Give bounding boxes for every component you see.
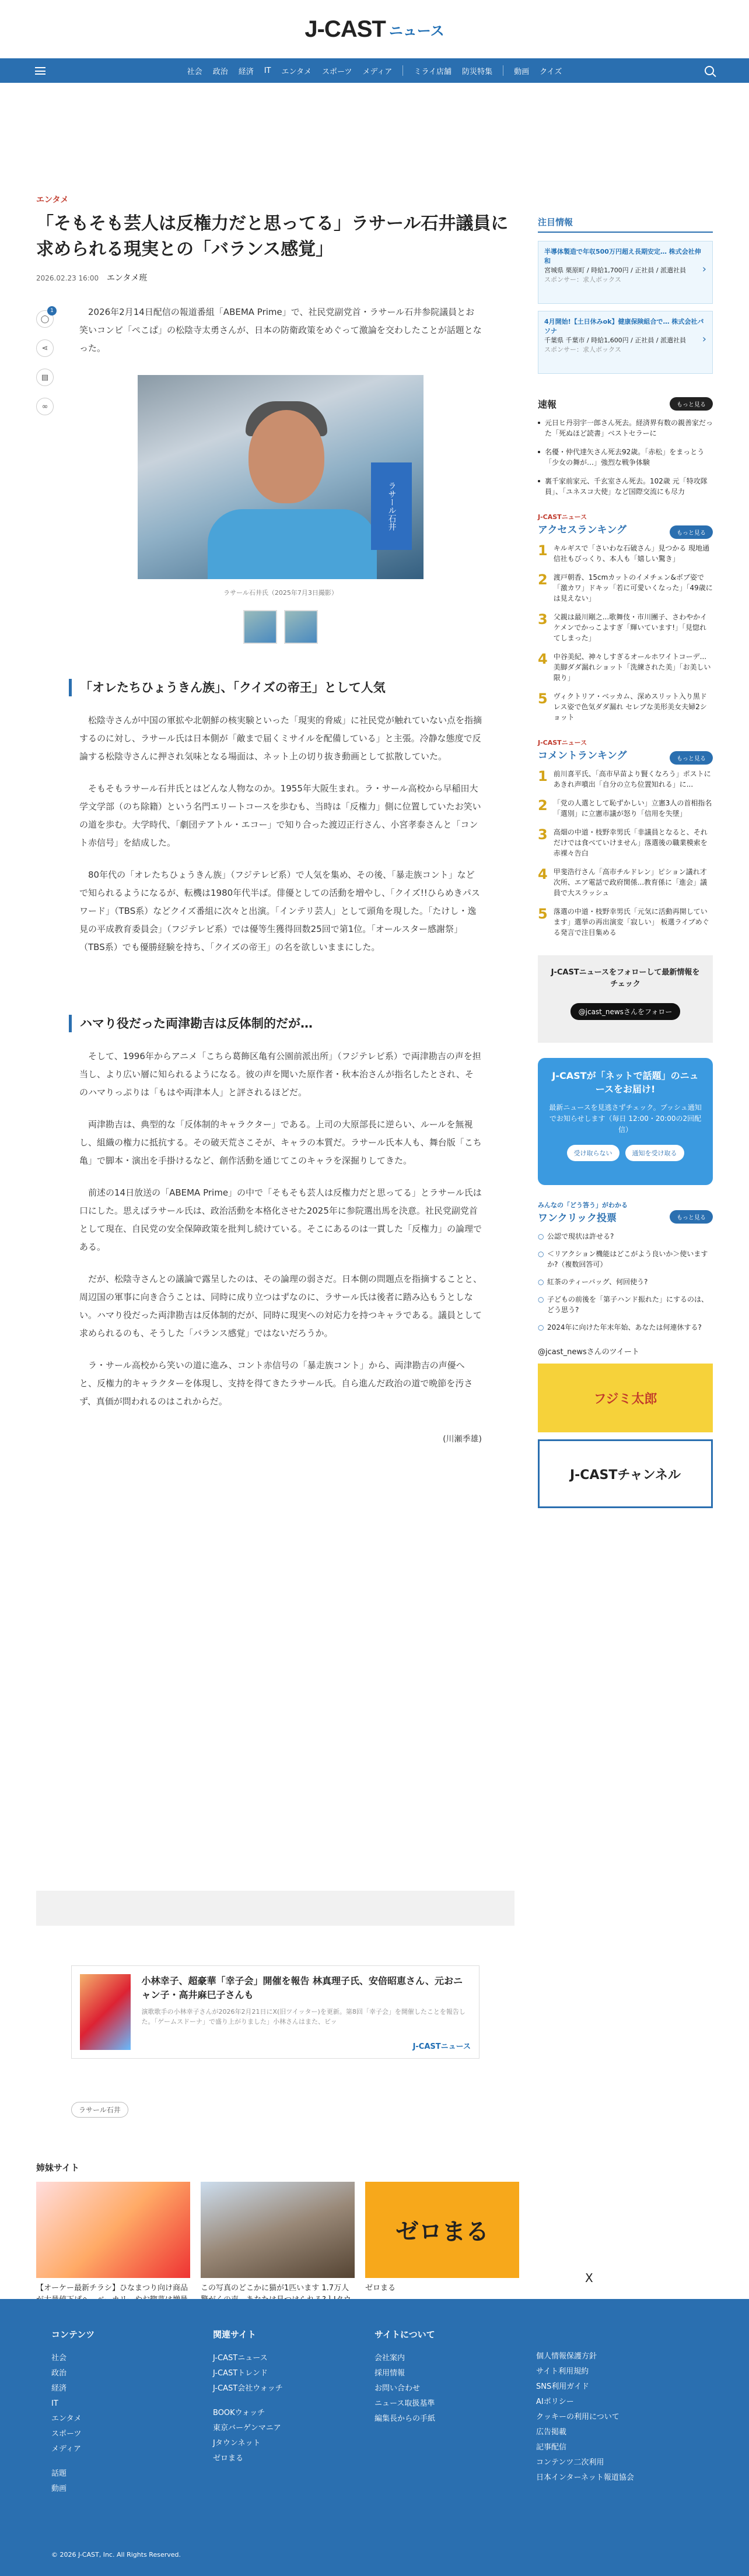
vote-item[interactable]: ○ 紅茶のティーバッグ、何回使う? (538, 1277, 713, 1287)
photo-face (249, 410, 324, 503)
chevron-right-icon: › (702, 333, 706, 345)
footer-link[interactable]: スポーツ (51, 2430, 82, 2438)
article-body-3 (79, 1047, 482, 1449)
photo-thumbnail[interactable] (284, 610, 318, 644)
nav-it[interactable]: IT (264, 66, 271, 75)
article-section[interactable]: エンタメ班 (106, 274, 148, 283)
site-header (0, 0, 749, 58)
article-paragraph: 80年代の「オレたちひょうきん族」（フジテレビ系）で人気を集め、その後、「暴走族コント」などで知られるようになるが、転機は1980年代半ば。俳優としての活動を増やし、「クイズ!!ひらめきパスワード」（TBS系）などクイズ番組に次々と出演。「インテリ芸人」として頭角を現した。「たけし・逸見の平成教育委員会」（フジテレビ系）では優等生獲得回数25回で第1位。「オールスター感謝祭」（TBS系）でも優勝経験を持ち、「クイズの帝王」の名を欲しいままにした。 (79, 870, 480, 952)
x-follow-button[interactable]: @jcast_newsさんをフォロー (570, 1003, 681, 1020)
footer-col-about: サイトについて 会社案内 採用情報 お問い合わせ ニュース取扱基準 編集長からの手紙 (374, 2328, 536, 2497)
push-decline-button[interactable]: 受け取らない (567, 1145, 620, 1161)
logo-news: ニュース (388, 23, 444, 39)
related-text: 演歌歌手の小林幸子さんが2026年2月21日にX(旧ツイッター)を更新。第8回「幸子会」を開催したことを報告した。「ゲームスドーナ」で盛り上がりました」小林さんはまた、ビッ (141, 2008, 466, 2025)
sister-text: 【オーケー最新チラシ】ひなまつり向け商品 (36, 2284, 188, 2293)
menu-icon[interactable] (35, 67, 46, 75)
ad-slot (36, 1891, 514, 1926)
footer-link[interactable]: AIポリシー (536, 2398, 574, 2406)
article-meta (36, 272, 514, 283)
tweet-heading: @jcast_newsさんのツイート (538, 1348, 639, 1357)
comment-ranking-item[interactable]: 2 「党の人選として恥ずかしい」立憲3人の首相指名「選別」に立憲市議が怒り「信用を失墜」 (538, 797, 712, 818)
site-footer (0, 2299, 749, 2576)
sister-image (201, 2182, 355, 2278)
nav-social[interactable]: 社会 (187, 67, 202, 76)
footer-link[interactable]: 経済 (51, 2384, 67, 2393)
footer-link[interactable]: クッキーの利用について (536, 2413, 620, 2421)
share-button[interactable] (36, 339, 54, 357)
article-date: 2026.02.23 16:00 (36, 274, 99, 282)
comment-count-badge: 1 (47, 306, 57, 316)
article-author: (川瀬季雄) (443, 1435, 482, 1444)
footer-link[interactable]: 採用情報 (374, 2369, 405, 2378)
footer-link[interactable]: 社会 (51, 2354, 67, 2363)
article-paragraph: ラ・サール高校から笑いの道に進み、コント赤信号の「暴走族コント」から、両津勘吉の声優へと、反権力的キャラクターを体現し、支持を得てきたラサール氏。自ら進んだ政治の道で晩節を汚さず、真価が問われるのはこれからだ。 (79, 1360, 473, 1407)
news-heading: 速報 (538, 399, 557, 410)
nav-mirai[interactable]: ミライ店舗 (414, 67, 452, 76)
nav-media[interactable]: メディア (362, 67, 393, 76)
nav-entame[interactable]: エンタメ (281, 67, 312, 76)
vote-brand: みんなの「どう答う」がわかる (538, 1201, 628, 1209)
footer-link[interactable]: 会社案内 (374, 2354, 405, 2363)
footer-link[interactable]: IT (51, 2399, 58, 2408)
copyright: © 2026 J-CAST, Inc. All Rights Reserved. (51, 2551, 181, 2559)
footer-link[interactable]: エンタメ (51, 2414, 82, 2423)
related-image (80, 1974, 131, 2050)
close-icon[interactable]: X (585, 2271, 593, 2285)
news-more-button[interactable]: もっと見る (670, 397, 713, 411)
article-photo[interactable] (138, 375, 424, 579)
footer-link[interactable]: お問い合わせ (374, 2384, 421, 2393)
nav-politics[interactable]: 政治 (212, 67, 228, 76)
pr-sub: 千葉県 千葉市 / 時給1,600円 / 正社員 / 派遣社員 (544, 337, 687, 344)
x-follow-box (538, 955, 713, 1043)
comment-ranking-item[interactable]: 1 前川喜平氏、「高市早苗より賢くなろう」ポストにあきれ声噴出「自分の立ち位置知れる」に... (538, 768, 711, 788)
footer-col-related: 関連サイト J-CASTニュース J-CASTトレンド J-CAST会社ウォッチ BOOKウォッチ 東京バーゲンマニア Jタウンネット ゼロまる (213, 2328, 374, 2497)
banner-fujimi[interactable]: フジミ太郎 (538, 1364, 713, 1432)
push-notification-box (538, 1058, 713, 1185)
push-body: 最新ニュースを見逃さずチェック。プッシュ通知でお知らせします（毎日 12:00・20:00の2回配信） (549, 1103, 702, 1134)
pr-sponsor: スポンサー：求人ボックス (544, 276, 621, 283)
footer-link[interactable]: Jタウンネット (213, 2439, 261, 2448)
comment-ranking-more-button[interactable]: もっと見る (670, 751, 713, 765)
push-heading: J-CASTが「ネットで話題」のニュースをお届け! (552, 1070, 699, 1095)
footer-link[interactable]: SNS利用ガイド (536, 2382, 589, 2391)
ranking-item[interactable]: 3 父親は最川剛之...歌舞伎・市川團子、さわやかイケメンでかっこよすぎ「輝いています!」「見惚れてしまった」 (538, 611, 708, 642)
banner-youtube[interactable]: J-CASTチャンネル (538, 1439, 713, 1508)
ranking-item[interactable]: 2 渡戸朝香、15cmカットのイメチェン&ボブ姿で「激カワ」ドキッ「若に可愛いくなった」「49歳には見えない」 (538, 572, 713, 602)
footer-link[interactable]: 記事配信 (536, 2443, 567, 2452)
footer-link[interactable]: サイト利用規約 (536, 2367, 589, 2376)
footer-link[interactable]: J-CAST会社ウォッチ (213, 2384, 283, 2393)
footer-link[interactable]: 個人情報保護方針 (536, 2352, 597, 2361)
nav-divider (402, 65, 403, 76)
push-accept-button[interactable]: 通知を受け取る (625, 1145, 684, 1161)
article-title: 「そもそも芸人は反権力だと思ってる」ラサール石井議員に求められる現実との「バランス感覚」 (36, 213, 509, 260)
footer-link[interactable]: J-CASTトレンド (213, 2369, 268, 2378)
sister-text: この写真のどこかに猫が1匹います 1.7万人 (201, 2284, 349, 2293)
footer-link[interactable]: 日本インターネット報道協会 (536, 2473, 634, 2482)
footer-link[interactable]: コンテンツ二次利用 (536, 2458, 604, 2467)
comment-button[interactable] (36, 310, 54, 328)
vote-item[interactable]: ○ 2024年に向けた年末年始、あなたは何連休する? (538, 1322, 713, 1333)
nav-video[interactable]: 動画 (514, 67, 530, 76)
vote-item[interactable]: ○ ＜リアクション機能はどこがよう良いか＞使いますか?（複数回答可） (538, 1249, 713, 1270)
main-nav (0, 58, 749, 83)
ranking-item[interactable]: 5 ヴィクトリア・ベッカム、深めスリット入り黒ドレス姿で色気ダダ漏れ セレブな美形美女夫婦2ショット (538, 691, 707, 721)
footer-link[interactable]: J-CASTニュース (213, 2354, 268, 2363)
photo-shirt (208, 509, 377, 579)
photo-sign: ラサール石井 (371, 462, 412, 550)
footer-link[interactable]: 東京バーゲンマニア (213, 2424, 281, 2433)
vote-more-button[interactable]: もっと見る (670, 1210, 713, 1224)
article-body (79, 303, 482, 644)
sister-image (36, 2182, 190, 2278)
comment-ranking-item[interactable]: 4 甲斐浩行さん「高市チルドレン」ピション議れ才次所、エア電話で政府関係...教育係に「進会」議員で大スラッシュ (538, 866, 708, 897)
pr-title: 4月開始!【土日休みok】健康保険組合で… 株式会社パソナ (544, 318, 704, 335)
ranking-brand: J-CASTニュース (538, 739, 587, 746)
share-bar (36, 310, 54, 415)
pr-heading: 注目情報 (538, 216, 713, 233)
share-icon: ⋖ (41, 344, 48, 353)
footer-link[interactable]: 話題 (51, 2469, 67, 2478)
tag-chip[interactable]: ラサール石井 (71, 2102, 128, 2118)
footer-link[interactable]: 編集長からの手紙 (374, 2414, 436, 2423)
sister-text: ゼロまる (365, 2284, 396, 2293)
footer-col-policy (536, 2328, 698, 2497)
article-paragraph: 両津勘吉は、典型的な「反体制的キャラクター」である。上司の大原部長に逆らい、ルールを無視し、組織の権力に抵抗する。その破天荒さこそが、キャラの本質だ。ラサール氏本人も、舞台版「こち亀」で脚本・演出を手掛けるなど、創作活動を通じてこのキャラを深掘りしてきた。 (79, 1119, 482, 1166)
vote-heading: ワンクリック投票 (538, 1212, 617, 1224)
comment-ranking-item[interactable]: 5 落選の中道・枝野幸男氏「元気に活動再開しています」選挙の再出演変「寂しい」 板選ライブめぐる発言で注目集める (538, 906, 709, 937)
pr-card[interactable] (538, 241, 713, 304)
sidebar (538, 216, 713, 1515)
link-icon: ∞ (41, 402, 48, 411)
footer-col-contents: コンテンツ 社会 政治 経済 IT エンタメ スポーツ メディア 話題 動画 (51, 2328, 213, 2497)
footer-link[interactable]: 動画 (51, 2484, 67, 2493)
chevron-right-icon: › (702, 263, 706, 275)
pr-title: 半導体製造で年収500万円超え長期安定… 株式会社伸和 (544, 248, 701, 265)
footer-link[interactable]: 広告掲載 (536, 2428, 567, 2437)
pr-sponsor: スポンサー：求人ボックス (544, 346, 621, 353)
comment-ranking-item[interactable]: 3 高畑の中道・枝野幸男氏「非議員となると、それだけでは食べていけません」落選後の職業模索を赤裸々告白 (538, 826, 708, 857)
article-paragraph: だが、松陰寺さんとの議論で露呈したのは、その論理の弱さだ。日本側の問題点を指摘することと、周辺国の軍事に向き合うことは、同時に成り立つはずなのに、ラサール氏は後者に踏み込もうとしない。ハマり役だった両津勘吉は反体制的だが、同時に現実への対応力を持つキャラである。議員として求められるのも、そうした「バランス感覚」ではないだろうか。 (79, 1274, 482, 1338)
pr-sub: 宮城県 栗原町 / 時給1,700円 / 正社員 / 派遣社員 (544, 267, 687, 274)
news-item[interactable]: 名優・仲代達矢さん死去92歳。「赤松」をまっとう「少女の舞が…」強烈な戦争体験 (538, 447, 713, 468)
site-logo[interactable] (304, 16, 444, 43)
news-item[interactable]: 元日ヒ丹羽宇一郎さん死去。経済界有数の親善家だった「死ぬほど読書」ベストセラーに (538, 418, 713, 439)
article-paragraph: そして、1996年からアニメ「こちら葛飾区亀有公園前派出所」（フジテレビ系）で両津勘吉の声を担当し、より広い層に知られるようになる。彼の声を聞いた原作者・秋本治さんが指名したとされ、そのハマりっぷりは「もはや両津本人」と評されるほどだ。 (79, 1051, 481, 1098)
footer-link[interactable]: BOOKウォッチ (213, 2409, 265, 2417)
vote-item[interactable]: ○ 子どもの前後を「第子ハンド振れた」にするのは、どう思う? (538, 1294, 713, 1315)
comment-ranking-heading: コメントランキング (538, 750, 627, 762)
article-paragraph: 松陰寺さんが中国の軍拡や北朝鮮の核実験といった「現実的脅威」に社民党が触れていない点を指摘するのに対し、ラサール氏は日本側が「敵まで届くミサイルを配備している」と主張。冷静な態度で反論する松陰寺さんに押され気味となる場面は、ネット上の切り抜き動画として拡散していた。 (79, 715, 482, 762)
article-lead: 2026年2月14日配信の報道番組「ABEMA Prime」で、社民党副党首・ラサール石井参院議員とお笑いコンビ「ぺこぱ」の松陰寺太勇さんが、日本の防衛政策をめぐって激論を交わしたことが話題となった。 (79, 307, 482, 353)
ranking-item[interactable]: 1 キルギスで「さいわな石破さん」見つかる 現地通信社もびっくり、本人も「嬉しい驚き」 (538, 542, 710, 563)
sister-image: ゼロまる (365, 2182, 519, 2278)
nav-economy[interactable]: 経済 (238, 67, 254, 76)
print-button[interactable] (36, 369, 54, 386)
related-title: 小林幸子、超豪華「幸子会」開催を報告 林真理子氏、安倍昭恵さん、元おニャン子・高井麻巳子さんも (141, 1975, 463, 2000)
link-copy-button[interactable] (36, 398, 54, 415)
vote-item[interactable]: ○ 公認で現状は許せる? (538, 1231, 713, 1242)
section-heading: 「オレたちひょうきん族」、「クイズの帝王」として人気 (69, 679, 514, 696)
related-source: J-CASTニュース (412, 2042, 471, 2051)
article-paragraph: そもそもラサール石井氏とはどんな人物なのか。1955年大阪生まれ。ラ・サール高校から早稲田大学文学部（のち除籍）という名門エリートコースを歩むも、当時は「反権力」側に位置していたお笑いの道を歩む。大学時代、「劇団テアトル・エコー」で知り合った渡辺正行さん、小宮孝泰さんと「コント赤信号」を結成した。 (79, 783, 481, 848)
x-follow-text: J-CASTニュースをフォローして最新情報をチェック (551, 968, 700, 989)
photo-thumbnail[interactable] (243, 610, 277, 644)
footer-link[interactable]: ゼロまる (213, 2454, 244, 2463)
footer-link[interactable]: ニュース取扱基準 (374, 2399, 435, 2408)
nav-quiz[interactable]: クイズ (540, 67, 562, 76)
ranking-brand: J-CASTニュース (538, 513, 587, 521)
article-body-2 (79, 712, 482, 956)
logo-jcast: J-CAST (304, 16, 386, 42)
access-ranking-heading: アクセスランキング (538, 524, 626, 536)
related-article[interactable] (71, 1965, 480, 2059)
footer-link[interactable]: メディア (51, 2445, 81, 2454)
article-category[interactable]: エンタメ (36, 195, 69, 205)
photo-caption: ラサール石井氏（2025年7月3日撮影） (223, 589, 338, 597)
section-heading: ハマり役だった両津勘吉は反体制的だが… (69, 1015, 514, 1032)
photo-thumbnails (79, 610, 482, 644)
sister-heading: 姉妹サイト (36, 2163, 79, 2173)
article (36, 194, 514, 1449)
footer-link[interactable]: 政治 (51, 2369, 67, 2378)
nav-sports[interactable]: スポーツ (321, 67, 352, 76)
article-paragraph: 前述の14日放送の「ABEMA Prime」の中で「そもそも芸人は反権力だと思ってる」とラサール氏は口にした。思えばラサール氏は、政治活動を本格化させた2025年に参院選出馬を決意。社民党副党首として現在、自民党の安全保障政策を批判し続けている。そこにあるのは一貫した「反権力」の論理である。 (79, 1187, 482, 1252)
news-item[interactable]: 裏千家前家元、千玄室さん死去。102歳 元「特攻隊員」、「ユネスコ大使」など国際交流にも尽力 (538, 476, 713, 497)
ranking-more-button[interactable]: もっと見る (670, 525, 713, 539)
nav-bousai[interactable]: 防災特集 (462, 67, 493, 76)
print-icon: ▤ (41, 373, 49, 382)
pr-card[interactable] (538, 311, 713, 374)
search-icon[interactable] (705, 66, 714, 75)
ranking-item[interactable]: 4 中谷美紀、神々しすぎるオールホワイトコーデ...美脚ダダ漏れショット「洗練された美」「お美しい限り」 (538, 651, 711, 682)
comment-icon: ◯ (40, 314, 50, 324)
